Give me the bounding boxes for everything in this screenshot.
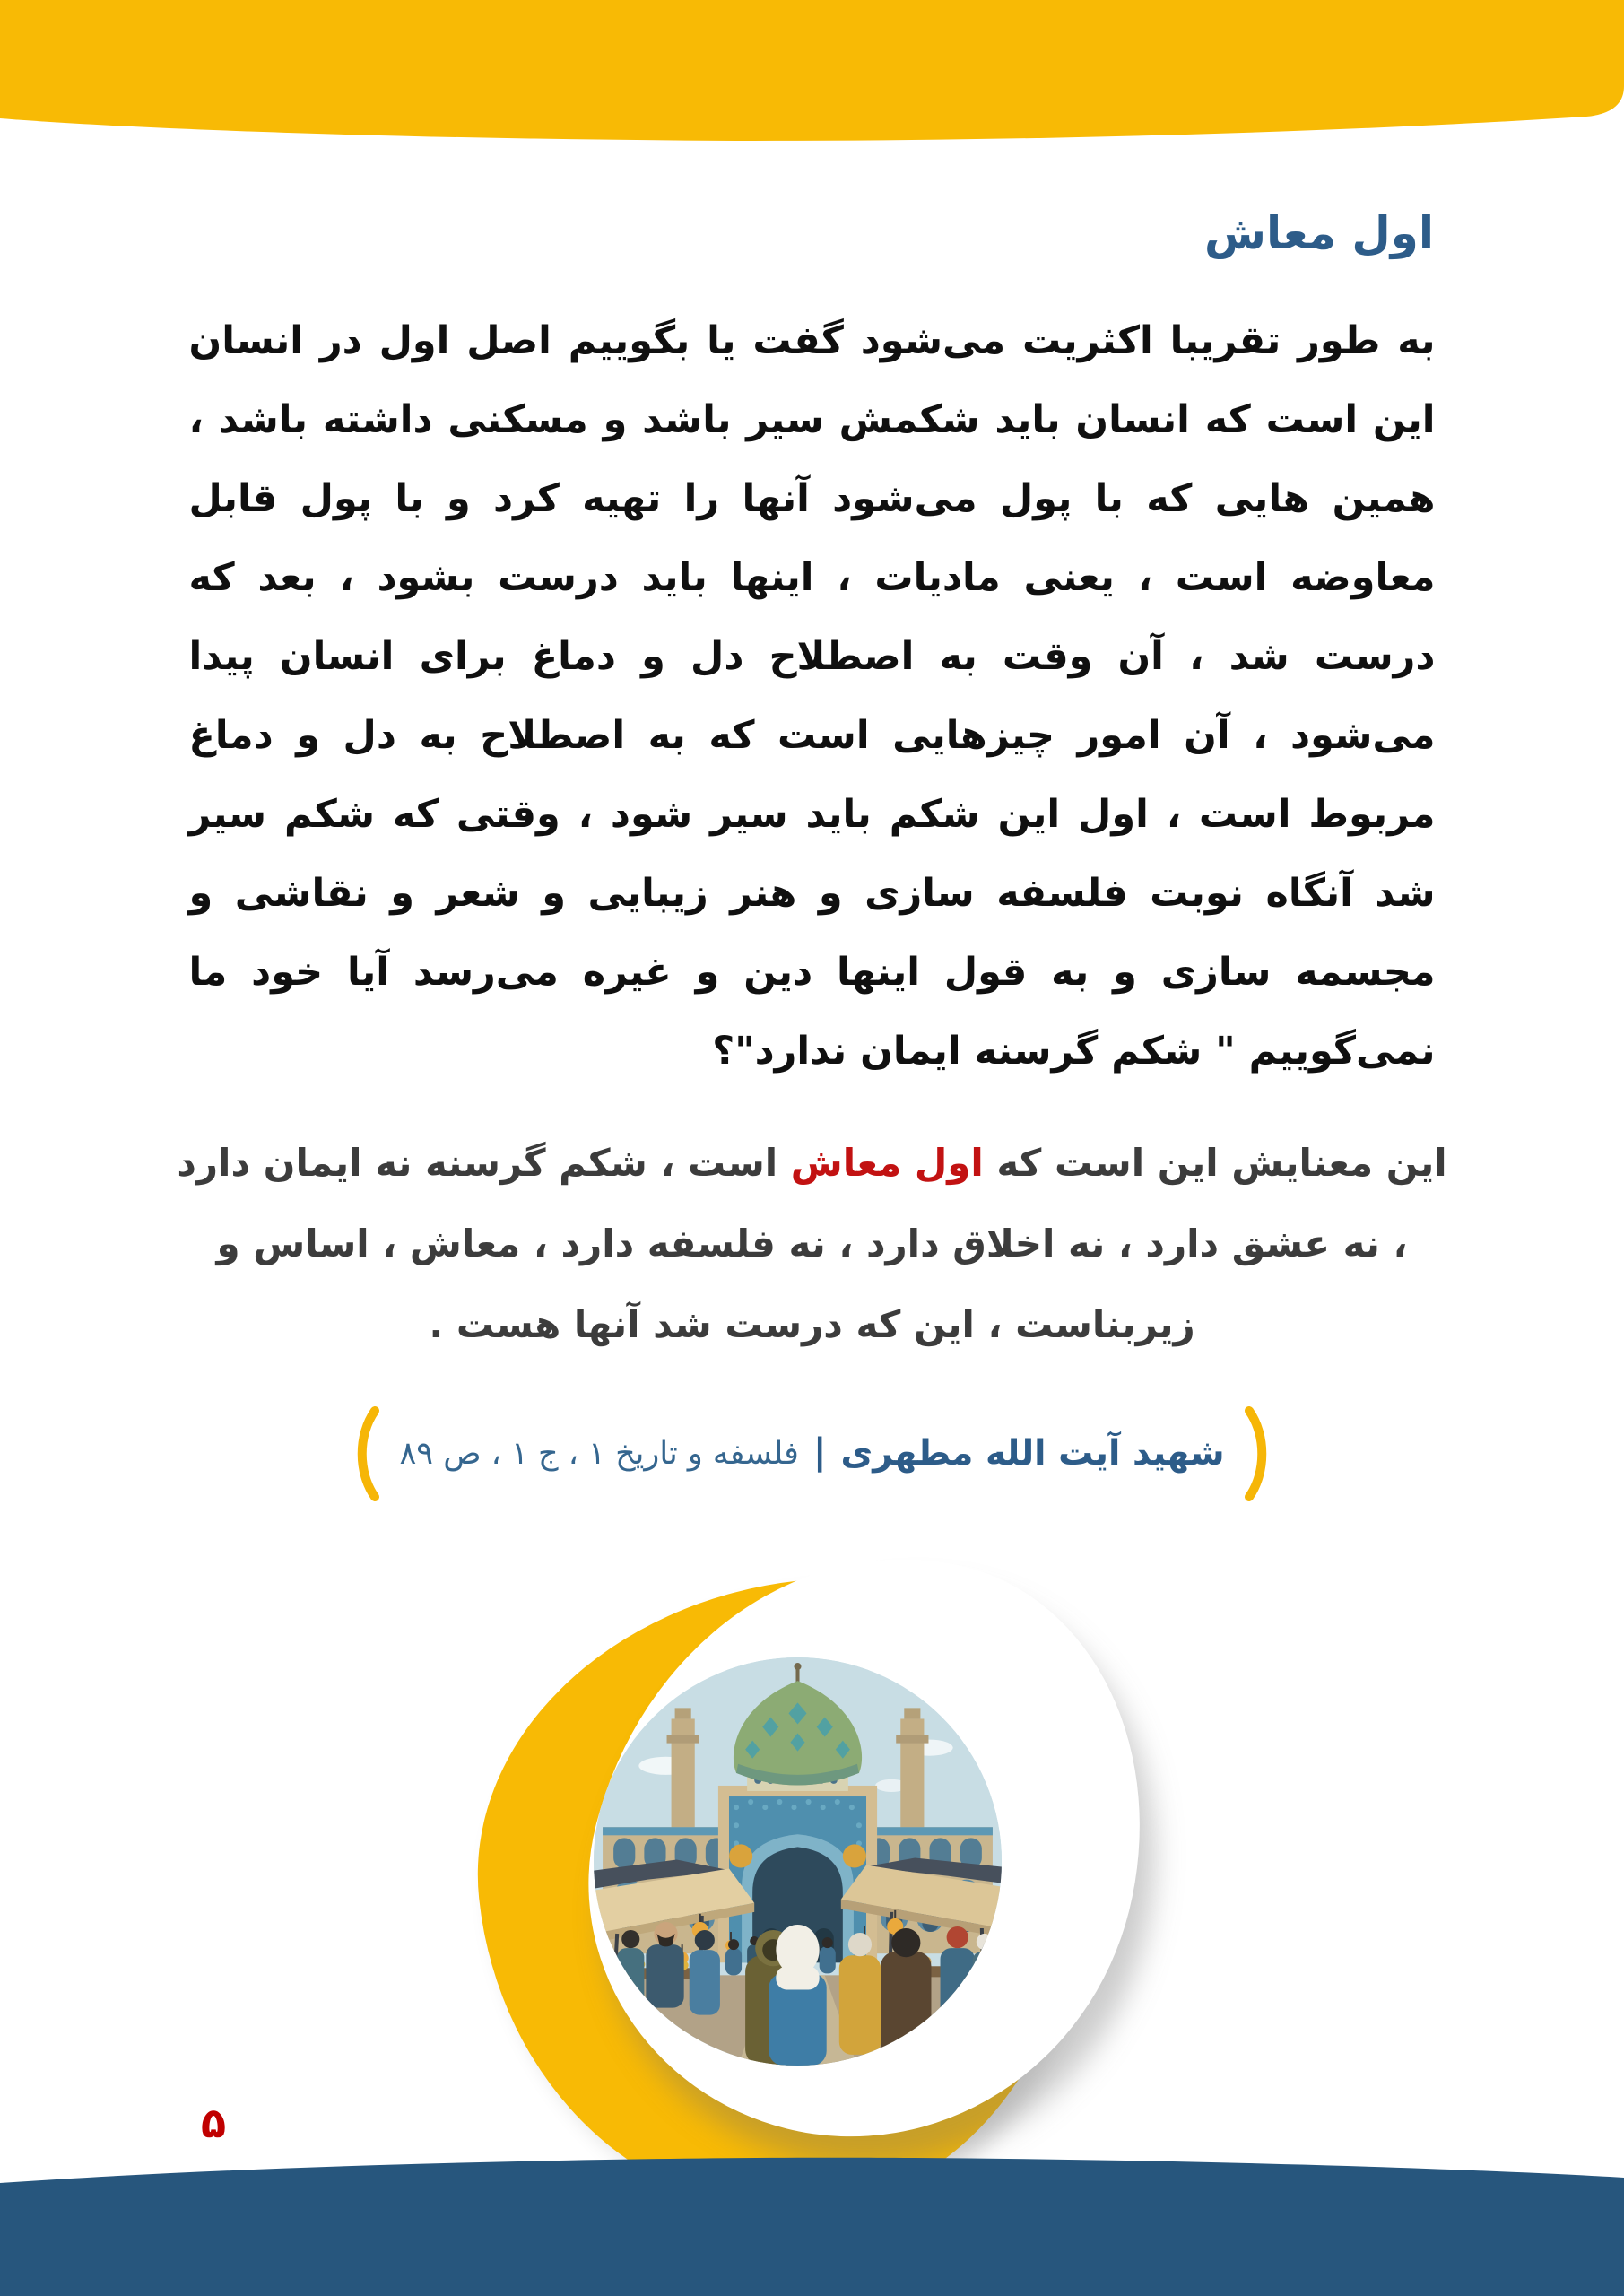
header-band xyxy=(0,0,1624,145)
quote-paragraph xyxy=(171,1123,1454,1365)
footer-band xyxy=(0,2152,1624,2296)
citation-divider: | xyxy=(812,1431,827,1473)
page-number: ۵ xyxy=(200,2099,227,2147)
minaret-left xyxy=(667,1708,699,1841)
page-title: اول معاش xyxy=(1204,207,1434,259)
citation-reference: فلسفه و تاریخ ۱ ، ج ۱ ، ص ۸۹ xyxy=(399,1435,799,1472)
minaret-right xyxy=(896,1708,928,1841)
decorative-blob-figure xyxy=(0,1552,1624,2251)
quote-highlight: اول معاش xyxy=(790,1140,984,1185)
quote-text-after: است ، شکم گرسنه نه ایمان دارد ، نه عشق دارد ، نه اخلاق دارد ، نه فلسفه دارد ، معاش ، اساس و زیربناست ، این که درست شد آنها هست . xyxy=(177,1140,1408,1346)
page-content xyxy=(0,145,1624,2251)
citation xyxy=(0,1406,1624,1501)
citation-author: شهید آیت الله مطهری xyxy=(840,1433,1225,1474)
citation-close-paren-icon xyxy=(354,1406,385,1501)
photo-circle xyxy=(594,1657,1002,2066)
citation-open-paren-icon xyxy=(1239,1406,1270,1501)
body-paragraph: به طور تقریبا اکثریت می‌شود گفت یا بگوییم اصل اول در انسان این است که انسان باید شکمش سیر باشد و مسکنی داشته باشد ، همین هایی که با پول می‌شود آنها را تهیه کرد و با پول قابل معاوضه است ، یعنی مادیات ، اینها باید درست بشود ، بعد که درست شد ، آن وقت به اصطلاح دل و دماغ برای انسان پیدا می‌شود ، آن امور چیزهایی است که به اصطلاح به دل و دماغ مربوط است ، اول این شکم باید سیر شود ، وقتی که شکم سیر شد آنگاه نوبت فلسفه سازی و هنر زیبایی و شعر و نقاشی و مجسمه سازی و به قول اینها دین و غیره می‌رسد آیا خود ما نمی‌گوییم " شکم گرسنه ایمان ندارد"؟ xyxy=(188,317,1436,1074)
mosque-bazaar-illustration xyxy=(594,1657,1002,2066)
quote-text-before: این معنایش این است که xyxy=(983,1140,1447,1185)
